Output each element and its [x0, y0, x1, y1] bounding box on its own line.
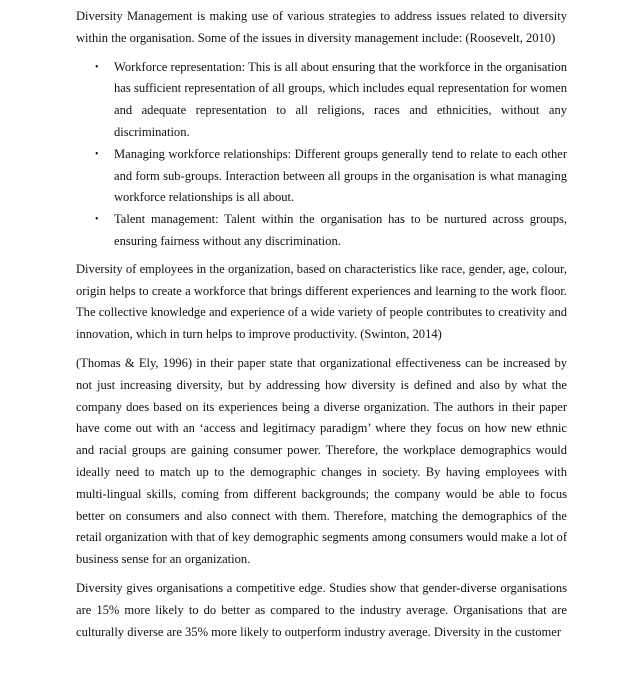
body-paragraph: Diversity of employees in the organization, based on characteristics like race, gender, age, colour, origin helps to create a workforce that brings different experiences and learning to the work floor. The collective knowledge and experience of a wide variety of people contributes to creativity and innovation, which in turn helps to improve productivity. (Swinton, 2014) [76, 261, 567, 342]
list-item-text: Workforce representation: This is all about ensuring that the workforce in the organisation has sufficient representation of all groups, which includes equal representation for women and adequate representation to all religions, races and ethnicities, without any discrimination. [114, 59, 567, 139]
issues-list [76, 57, 567, 253]
document-page [76, 6, 567, 643]
intro-paragraph: Diversity Management is making use of various strategies to address issues related to diversity within the organisation. Some of the issues in diversity management include: (Roosevelt, 2010) [76, 9, 567, 45]
body-paragraph: (Thomas & Ely, 1996) in their paper state that organizational effectiveness can be increased by not just increasing diversity, but by addressing how diversity is defined and also by what the company does based on its experiences being a diverse organization. The authors in their paper have come out with an ‘access and legitimacy paradigm’ where they focus on how new ethnic and racial groups are gaining consumer power. Therefore, the workplace demographics would ideally need to match up to the demographic changes in society. By having employees with multi-lingual skills, coming from different backgrounds; the company would be able to focus better on consumers and also connect with them. Therefore, matching the demographics of the retail organization with that of key demographic segments among consumers would make a lot of business sense for an organization. [76, 355, 567, 567]
body-paragraph: Diversity gives organisations a competitive edge. Studies show that gender-diverse organisations are 15% more likely to do better as compared to the industry average. Organisations that are culturally diverse are 35% more likely to outperform industry average. Diversity in the customer [76, 580, 567, 639]
list-item [95, 209, 567, 253]
list-item [95, 57, 567, 144]
bullet-icon: • [95, 61, 99, 73]
list-item-text: Talent management: Talent within the organisation has to be nurtured across groups, ensuring fairness without any discrimination. [114, 212, 567, 248]
bullet-icon: • [95, 148, 99, 160]
list-item-text: Managing workforce relationships: Different groups generally tend to relate to each other and form sub-groups. Interaction between all groups in the organisation is what managing workforce relationships is all about. [114, 146, 567, 205]
bullet-icon: • [95, 214, 99, 226]
list-item [95, 144, 567, 209]
